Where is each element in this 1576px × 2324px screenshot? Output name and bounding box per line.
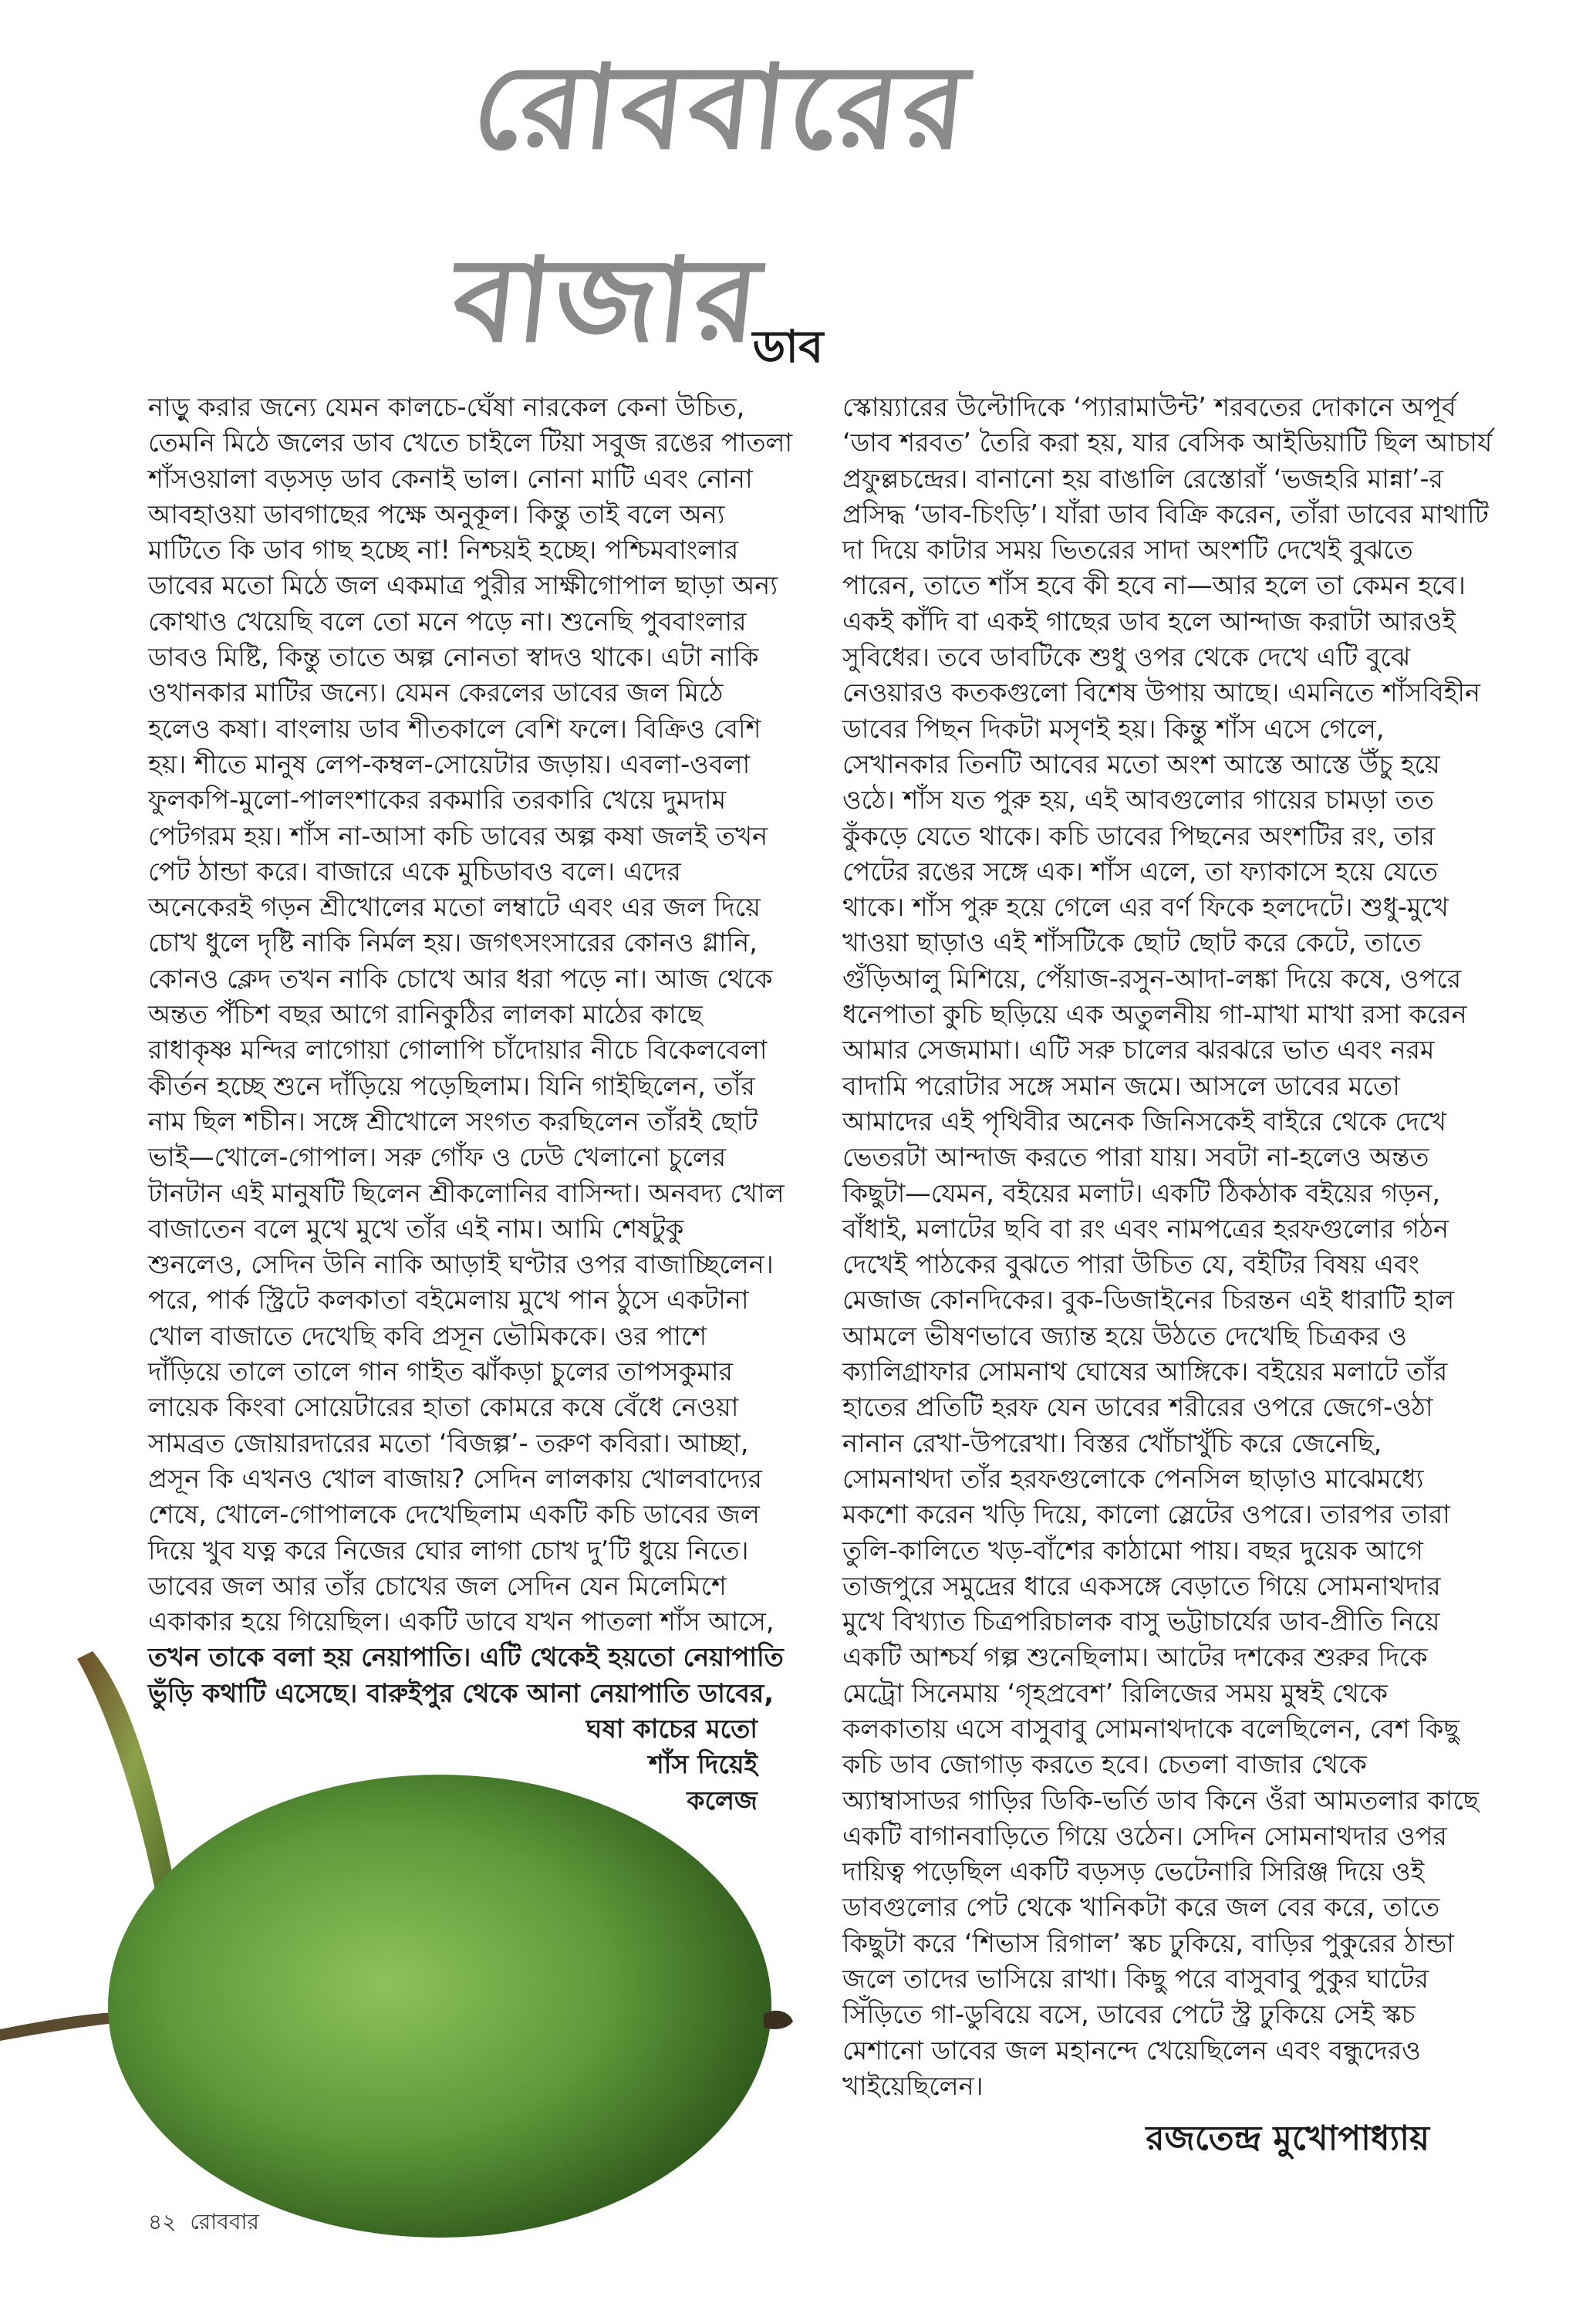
text-line: মেশানো ডাবের জল মহানন্দে খেয়েছিলেন এবং বন্ধুদেরও: [842, 2035, 1421, 2066]
text-line: ভেতরটা আন্দাজ করতে পারা যায়। সবটা না-হলেও অন্তত: [842, 1142, 1429, 1173]
text-line: হাতের প্রতিটি হরফ যেন ডাবের শরীরের ওপরে জেগে-ওঠা: [842, 1392, 1433, 1423]
text-line: পেট ঠান্ডা করে। বাজারে একে মুচিডাবও বলে। এদের: [148, 856, 681, 887]
text-line: মাটিতে কি ডাব গাছ হচ্ছে না! নিশ্চয়ই হচ্ছে। পশ্চিমবাংলার: [148, 535, 739, 566]
text-line: অ্যাম্বাসাডর গাড়ির ডিকি-ভর্তি ডাব কিনে ওঁরা আমতলার কাছে: [842, 1785, 1480, 1816]
text-line: ডাবের পিছন দিকটা মসৃণই হয়। কিন্তু শাঁস এসে গেলে,: [842, 713, 1385, 744]
text-line: ভাই—খোলে-গোপাল। সরু গোঁফ ও ঢেউ খেলানো চুলের: [148, 1142, 727, 1173]
text-line: দায়িত্ব পড়েছিল একটি বড়সড় ভেটেনারি সিরিঞ্জ দিয়ে ওই: [842, 1856, 1425, 1887]
text-line: ডাবগুলোর পেট থেকে খানিকটা করে জল বের করে, তাতে: [842, 1892, 1440, 1923]
text-line: লায়েক কিংবা সোয়েটারের হাতা কোমরে কষে বেঁধে নেওয়া: [148, 1392, 739, 1423]
left-column: [148, 390, 793, 1819]
text-line: শেষে, খোলে-গোপালকে দেখেছিলাম একটি কচি ডাবের জল: [148, 1499, 760, 1530]
text-line: নাম ছিল শচীন। সঙ্গে শ্রীখোলে সংগত করছিলেন তাঁরই ছোট: [148, 1106, 758, 1137]
text-line: দিয়ে খুব যত্ন করে নিজের ঘোর লাগা চোখ দু’টি ধুয়ে নিতে।: [148, 1535, 749, 1566]
text-line: হলেও কষা। বাংলায় ডাব শীতকালে বেশি ফলে। বিক্রিও বেশি: [148, 713, 761, 744]
text-line: খোল বাজাতে দেখেছি কবি প্রসূন ভৌমিককে। ওর পাশে: [148, 1320, 707, 1351]
text-line: দেখেই পাঠকের বুঝতে পারা উচিত যে, বইটির বিষয় এবং: [842, 1249, 1419, 1280]
text-line: হয়। শীতে মানুষ লেপ-কম্বল-সোয়েটার জড়ায়। এবলা-ওবলা: [148, 748, 751, 779]
page-number: ৪২: [148, 2209, 177, 2234]
text-line: একই কাঁদি বা একই গাছের ডাব হলে আন্দাজ করাটা আরওই: [842, 606, 1456, 637]
text-line: সেখানকার তিনটি আবের মতো অংশ আস্তে আস্তে উঁচু হয়ে: [842, 748, 1440, 779]
text-line: ক্যালিগ্রাফার সোমনাথ ঘোষের আঙ্গিকে। বইয়ের মলাটে তাঁর: [842, 1356, 1448, 1387]
text-line: দা দিয়ে কাটার সময় ভিতরের সাদা অংশটি দেখেই বুঝতে: [842, 535, 1413, 566]
text-line: পেটের রঙের সঙ্গে এক। শাঁস এলে, তা ফ্যাকাসে হয়ে যেতে: [842, 856, 1438, 887]
text-line: খাওয়া ছাড়াও এই শাঁসটিকে ছোট ছোট করে কেটে, তাতে: [842, 927, 1422, 958]
text-line: বাঁধাই, মলাটের ছবি বা রং এবং নামপত্রের হরফগুলোর গঠন: [842, 1213, 1449, 1244]
text-line: তুলি-কালিতে খড়-বাঁশের কাঠামো পায়। বছর দুয়েক আগে: [842, 1535, 1423, 1566]
text-line: একটি বাগানবাড়িতে গিয়ে ওঠেন। সেদিন সোমনাথদার ওপর: [842, 1820, 1447, 1851]
text-line: সামব্রত জোয়ারদারের মতো ‘বিজল্প’- তরুণ কবিরা। আচ্ছা,: [148, 1427, 749, 1458]
text-line: সোমনাথদা তাঁর হরফগুলোকে পেনসিল ছাড়াও মাঝেমধ্যে: [842, 1463, 1424, 1494]
text-line: নাড়ু করার জন্যে যেমন কালচে-ঘেঁষা নারকেল কেনা উচিত,: [148, 392, 745, 422]
text-line: পারেন, তাতে শাঁস হবে কী হবে না—আর হলে তা কেমন হবে।: [842, 570, 1466, 601]
text-line: খাইয়েছিলেন।: [842, 2070, 984, 2101]
text-line: প্রসিদ্ধ ‘ডাব-চিংড়ি’। যাঁরা ডাব বিক্রি করেন, তাঁরা ডাবের মাথাটি: [842, 498, 1489, 529]
text-line: পরে, পার্ক স্ট্রিটে কলকাতা বইমেলায় মুখে পান ঠুসে একটানা: [148, 1285, 749, 1316]
text-line: টানটান এই মানুষটি ছিলেন শ্রীকলোনির বাসিন্দা। অনবদ্য খোল: [148, 1177, 785, 1208]
text-line: বাদামি পরোটার সঙ্গে সমান জমে। আসলে ডাবের মতো: [842, 1070, 1400, 1101]
text-line: ডাবও মিষ্টি, কিন্তু তাতে অল্প নোনতা স্বাদও থাকে। এটা নাকি: [148, 642, 759, 673]
text-line: ওঠে। শাঁস যত পুরু হয়, এই আবগুলোর গায়ের চামড়া তত: [842, 785, 1434, 816]
text-line: অনেকেরই গড়ন শ্রীখোলের মতো লম্বাটে এবং এর জল দিয়ে: [148, 892, 761, 923]
text-line: তখন তাকে বলা হয় নেয়াপাতি। এটি থেকেই হয়তো নেয়াপাতি: [148, 1642, 784, 1673]
text-line: প্রসূন কি এখনও খোল বাজায়? সেদিন লালকায় খোলবাদ্যের: [148, 1463, 762, 1494]
text-line: বাজাতেন বলে মুখে মুখে তাঁর এই নাম। আমি শেষটুকু: [148, 1213, 684, 1244]
text-line: ফুলকপি-মুলো-পালংশাকের রকমারি তরকারি খেয়ে দুমদাম: [148, 785, 727, 816]
text-line: ডাবের জল আর তাঁর চোখের জল সেদিন যেন মিলেমিশে: [148, 1570, 727, 1601]
text-line: ওখানকার মাটির জন্যে। যেমন কেরলের ডাবের জল মিঠে: [148, 677, 724, 708]
text-line: আবহাওয়া ডাবগাছের পক্ষে অনুকূল। কিন্তু তাই বলে অন্য: [148, 498, 725, 529]
text-line: মুখে বিখ্যাত চিত্রপরিচালক বাসু ভট্টাচার্যের ডাব-প্রীতি নিয়ে: [842, 1606, 1440, 1637]
masthead-title: রোববারের বাজার: [446, 41, 977, 368]
article-headline: ডাব: [752, 320, 824, 373]
text-line: আমলে ভীষণভাবে জ্যান্ত হয়ে উঠতে দেখেছি চিত্রকর ও: [842, 1320, 1407, 1351]
text-line: মকশো করেন খড়ি দিয়ে, কালো স্লেটের ওপরে। তারপর তারা: [842, 1499, 1450, 1530]
text-line: শুনলেও, সেদিন উনি নাকি আড়াই ঘণ্টার ওপর বাজাচ্ছিলেন।: [148, 1249, 774, 1280]
text-line: দাঁড়িয়ে তালে তালে গান গাইত ঝাঁকড়া চুলের তাপসকুমার: [148, 1356, 733, 1387]
section-name: রোববার: [190, 2209, 259, 2234]
text-line: শাঁস দিয়েই: [648, 1749, 758, 1780]
text-line: সুবিধের। তবে ডাবটিকে শুধু ওপর থেকে দেখে এটি বুঝে: [842, 642, 1411, 673]
text-line: কোথাও খেয়েছি বলে তো মনে পড়ে না। শুনেছি পুববাংলার: [148, 606, 747, 637]
right-column: [842, 390, 1493, 2104]
text-line: ‘ডাব শরবত’ তৈরি করা হয়, যার বেসিক আইডিয়াটি ছিল আচার্য: [842, 427, 1493, 458]
text-line: নেওয়ারও কতকগুলো বিশেষ উপায় আছে। এমনিতে শাঁসবিহীন: [842, 677, 1480, 708]
text-line: কীর্তন হচ্ছে শুনে দাঁড়িয়ে পড়েছিলাম। যিনি গাইছিলেন, তাঁর: [148, 1070, 755, 1101]
text-line: ডাবের মতো মিঠে জল একমাত্র পুরীর সাক্ষীগোপাল ছাড়া অন্য: [148, 570, 778, 601]
text-line: কোনও ক্লেদ তখন নাকি চোখে আর ধরা পড়ে না। আজ থেকে: [148, 963, 773, 994]
text-line: কুঁকড়ে যেতে থাকে। কচি ডাবের পিছনের অংশটির রং, তার: [842, 820, 1436, 851]
text-line: কলেজ: [687, 1785, 758, 1816]
text-line: তাজপুরে সমুদ্রের ধারে একসঙ্গে বেড়াতে গিয়ে সোমনাথদার: [842, 1570, 1441, 1601]
text-line: একটি আশ্চর্য গল্প শুনেছিলাম। আটের দশকের শুরুর দিকে: [842, 1642, 1428, 1673]
text-line: গুঁড়িআলু মিশিয়ে, পেঁয়াজ-রসুন-আদা-লঙ্কা দিয়ে কষে, ওপরে: [842, 963, 1462, 994]
text-line: মেজাজ কোনদিকের। বুক-ডিজাইনের চিরন্তন এই ধারাটি হাল: [842, 1285, 1455, 1316]
text-line: ঘষা কাচের মতো: [586, 1713, 758, 1744]
text-line: স্কোয়্যারের উল্টোদিকে ‘প্যারামাউন্ট’ শরবতের দোকানে অপূর্ব: [842, 392, 1456, 422]
text-line: তেমনি মিঠে জলের ডাব খেতে চাইলে টিয়া সবুজ রঙের পাতলা: [148, 427, 793, 458]
text-line: শাঁসওয়ালা বড়সড় ডাব কেনাই ভাল। নোনা মাটি এবং নোনা: [148, 463, 753, 494]
text-line: কিছুটা করে ‘শিভাস রিগাল’ স্কচ ঢুকিয়ে, বাড়ির পুকুরের ঠান্ডা: [842, 1927, 1454, 1958]
text-line: সিঁড়িতে গা-ডুবিয়ে বসে, ডাবের পেটে স্ট্র ঢুকিয়ে সেই স্কচ: [842, 1999, 1416, 2030]
text-line: থাকে। শাঁস পুরু হয়ে গেলে এর বর্ণ ফিকে হলদেটে। শুধু-মুখে: [842, 892, 1449, 923]
text-line: মেট্রো সিনেমায় ‘গৃহপ্রবেশ’ রিলিজের সময় মুম্বই থেকে: [842, 1677, 1388, 1708]
text-line: অন্তত পঁচিশ বছর আগে রানিকুঠির লালকা মাঠের কাছে: [148, 999, 703, 1030]
text-line: ভুঁড়ি কথাটি এসেছে। বারুইপুর থেকে আনা নেয়াপাতি ডাবের,: [148, 1677, 775, 1708]
text-line: কিছুটা—যেমন, বইয়ের মলাট। একটি ঠিকঠাক বইয়ের গড়ন,: [842, 1177, 1440, 1208]
text-line: রাধাকৃষ্ণ মন্দির লাগোয়া গোলাপি চাঁদোয়ার নীচে বিকেলবেলা: [148, 1035, 768, 1066]
text-line: নানান রেখা-উপরেখা। বিস্তর খোঁচাখুঁচি করে জেনেছি,: [842, 1427, 1382, 1458]
text-line: আমার সেজমামা। এটি সরু চালের ঝরঝরে ভাত এবং নরম: [842, 1035, 1435, 1066]
text-line: প্রফুল্লচন্দ্রের। বানানো হয় বাঙালি রেস্তোরাঁ ‘ভজহরি মান্না’-র: [842, 463, 1443, 494]
text-line: চোখ ধুলে দৃষ্টি নাকি নির্মল হয়। জগৎসংসারের কোনও গ্লানি,: [148, 927, 758, 958]
text-line: একাকার হয়ে গিয়েছিল। একটি ডাবে যখন পাতলা শাঁস আসে,: [148, 1606, 775, 1637]
text-line: ধনেপাতা কুচি ছড়িয়ে এক অতুলনীয় গা-মাখা মাখা রসা করেন: [842, 999, 1467, 1030]
folio: [148, 2205, 273, 2241]
green-coconut-icon: [0, 1651, 802, 2238]
text-line: পেটগরম হয়। শাঁস না-আসা কচি ডাবের অল্প কষা জলই তখন: [148, 820, 768, 851]
text-line: জলে তাদের ভাসিয়ে রাখা। কিছু পরে বাসুবাবু পুকুর ঘাটের: [842, 1964, 1429, 1995]
text-line: আমাদের এই পৃথিবীর অনেক জিনিসকেই বাইরে থেকে দেখে: [842, 1106, 1447, 1137]
byline: রজতেন্দ্র মুখোপাধ্যায়: [1146, 2119, 1429, 2158]
text-line: কচি ডাব জোগাড় করতে হবে। চেতলা বাজার থেকে: [842, 1749, 1367, 1780]
text-line: কলকাতায় এসে বাসুবাবু সোমনাথদাকে বলেছিলেন, বেশ কিছু: [842, 1713, 1460, 1744]
